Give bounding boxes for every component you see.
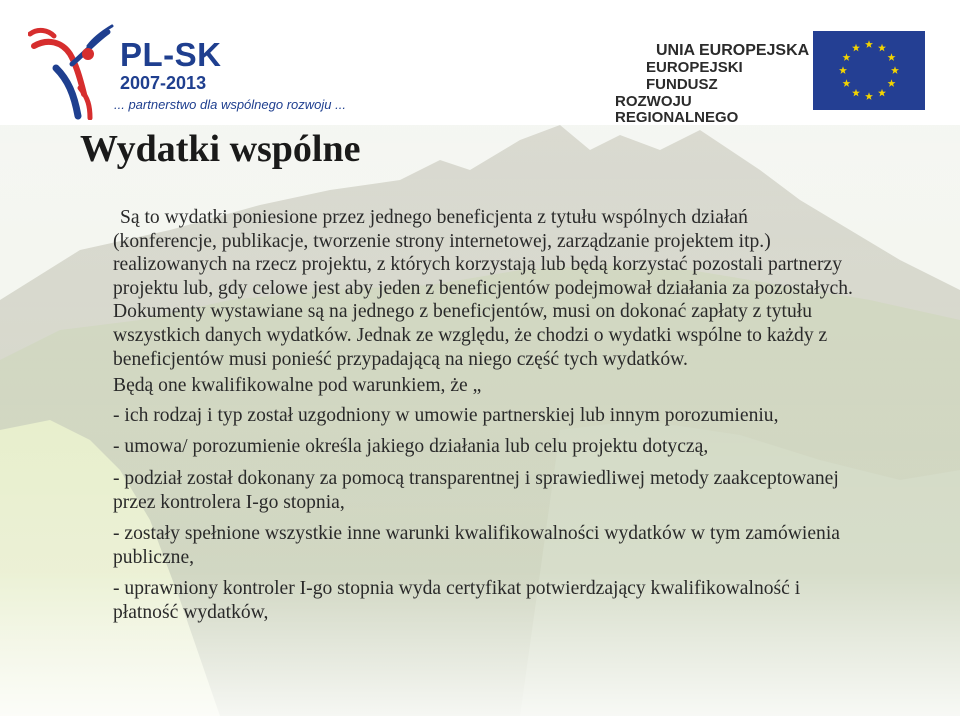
eu-fund-label [612, 42, 812, 127]
header-bar [0, 0, 960, 125]
pl-sk-logo-figure-icon [28, 24, 114, 120]
condition-item: - ich rodzaj i typ został uzgodniony w umowie partnerskiej lub innym porozumieniu, [113, 404, 779, 426]
condition-item: - podział został dokonany za pomocą transparentnej i sprawiedliwej metody zaakceptowanej przez kontrolera I-go stopnia, [113, 467, 839, 513]
intro-paragraph: Są to wydatki poniesione przez jednego beneficjenta z tytułu wspólnych działań (konferencje, publikacje, tworzenie strony internetowej, zarządzanie projektem itp.) realizowanych na rzecz projektu, z których korzystają lub będą korzystać pozostali partnerzy projektu lub, gdy celowe jest aby jeden z beneficjentów podejmował działania za pozostałych. Dokumenty wystawiane są na jednego z beneficjentów, musi on dokonać zapłaty z tytułu wszystkich danych wydatków. Jednak ze względu, że chodzi o wydatki wspólne to każdy z beneficjentów musi ponieść przypadającą na niego część tych wydatków. [113, 207, 853, 370]
pl-sk-logo-years: 2007-2013 [120, 73, 207, 93]
eu-label-line-2: EUROPEJSKI FUNDUSZ [646, 58, 743, 93]
condition-item: - zostały spełnione wszystkie inne warunki kwalifikowalności wydatków w tym zamówienia publiczne, [113, 523, 840, 568]
pl-sk-logo-name: PL-SK [120, 36, 222, 73]
condition-item: - uprawniony kontroler I-go stopnia wyda certyfikat potwierdzający kwalifikowalność i płatność wydatków, [113, 578, 801, 623]
condition-item: - umowa/ porozumienie określa jakiego działania lub celu projektu dotyczą, [113, 436, 709, 458]
slide-body [113, 206, 853, 625]
eu-flag-icon [813, 31, 925, 110]
slide-title: Wydatki wspólne [80, 128, 361, 170]
conditions-lead: Będą one kwalifikowalne pod warunkiem, że „ [113, 375, 482, 397]
eu-label-line-3: ROZWOJU REGIONALNEGO [615, 92, 739, 127]
eu-label-line-1: UNIA EUROPEJSKA [656, 42, 810, 59]
pl-sk-logo [28, 24, 358, 120]
pl-sk-logo-tagline: ... partnerstwo dla wspólnego rozwoju ... [114, 97, 346, 112]
